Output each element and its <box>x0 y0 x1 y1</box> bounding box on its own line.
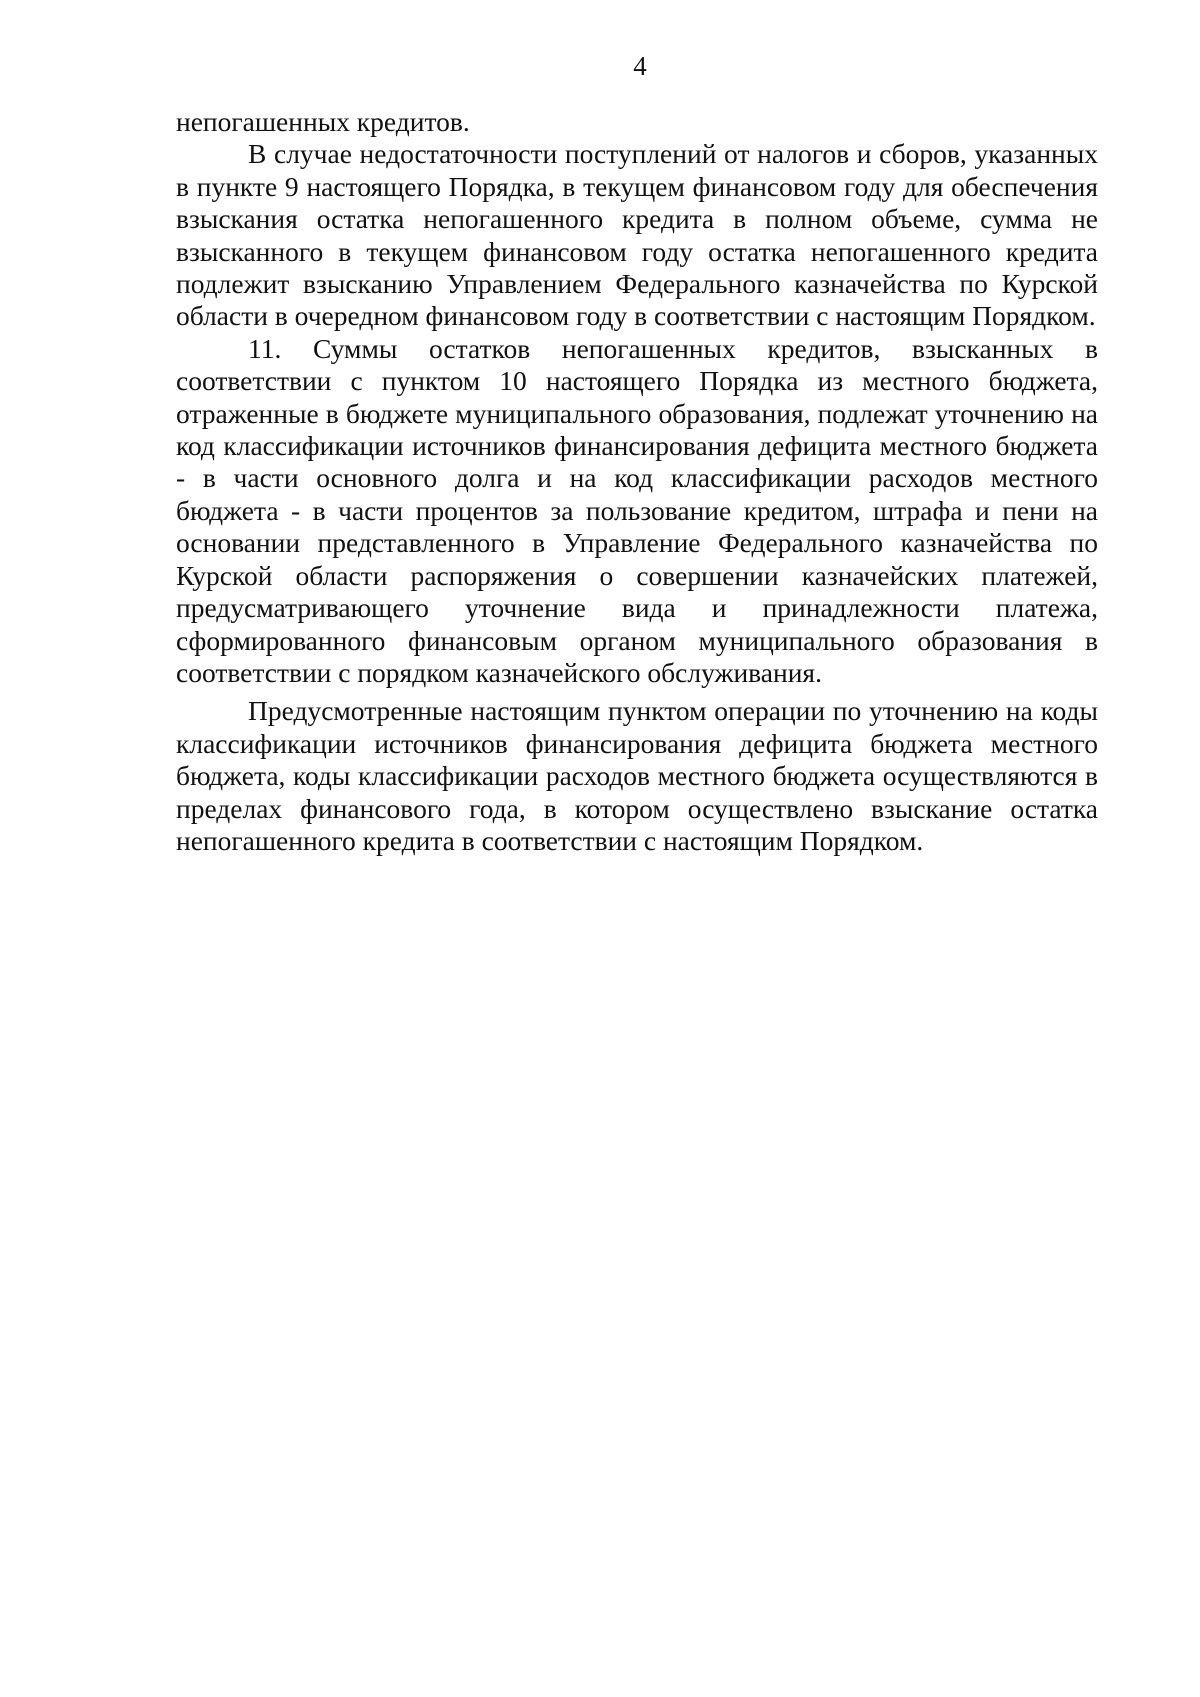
paragraph-continuation: непогашенных кредитов. <box>176 106 470 137</box>
paragraph-clarification-operations: Предусмотренные настоящим пунктом операции по уточнению на коды классификации источников финансирования дефицита бюджета местного бюджета, коды классификации расходов местного бюджета осуществляются в пределах финансового года, в котором осуществлено взыскание остатка непогашенного кредита в соответствии с настоящим Порядком. <box>176 695 1098 856</box>
paragraph-insufficient-revenue: В случае недостаточности поступлений от налогов и сборов, указанных в пункте 9 настоящего Порядка, в текущем финансовом году для обеспечения взыскания остатка непогашенного кредита в полном объеме, сумма не взысканного в текущем финансовом году остатка непогашенного кредита подлежит взысканию Управлением Федерального казначейства по Курской области в очередном финансовом году в соответствии с настоящим Порядком. <box>176 138 1098 332</box>
document-body <box>176 106 1098 857</box>
page-number: 4 <box>633 51 647 81</box>
paragraph-item-11: 11. Суммы остатков непогашенных кредитов, взысканных в соответствии с пунктом 10 настоящего Порядка из местного бюджета, отраженные в бюджете муниципального образования, подлежат уточнению на код классификации источников финансирования дефицита местного бюджета - в части основного долга и на код классификации расходов местного бюджета - в части процентов за пользование кредитом, штрафа и пени на основании представленного в Управление Федерального казначейства по Курской области распоряжения о совершении казначейских платежей, предусматривающего уточнение вида и принадлежности платежа, сформированного финансовым органом муниципального образования в соответствии с порядком казначейского обслуживания. <box>176 332 1098 688</box>
